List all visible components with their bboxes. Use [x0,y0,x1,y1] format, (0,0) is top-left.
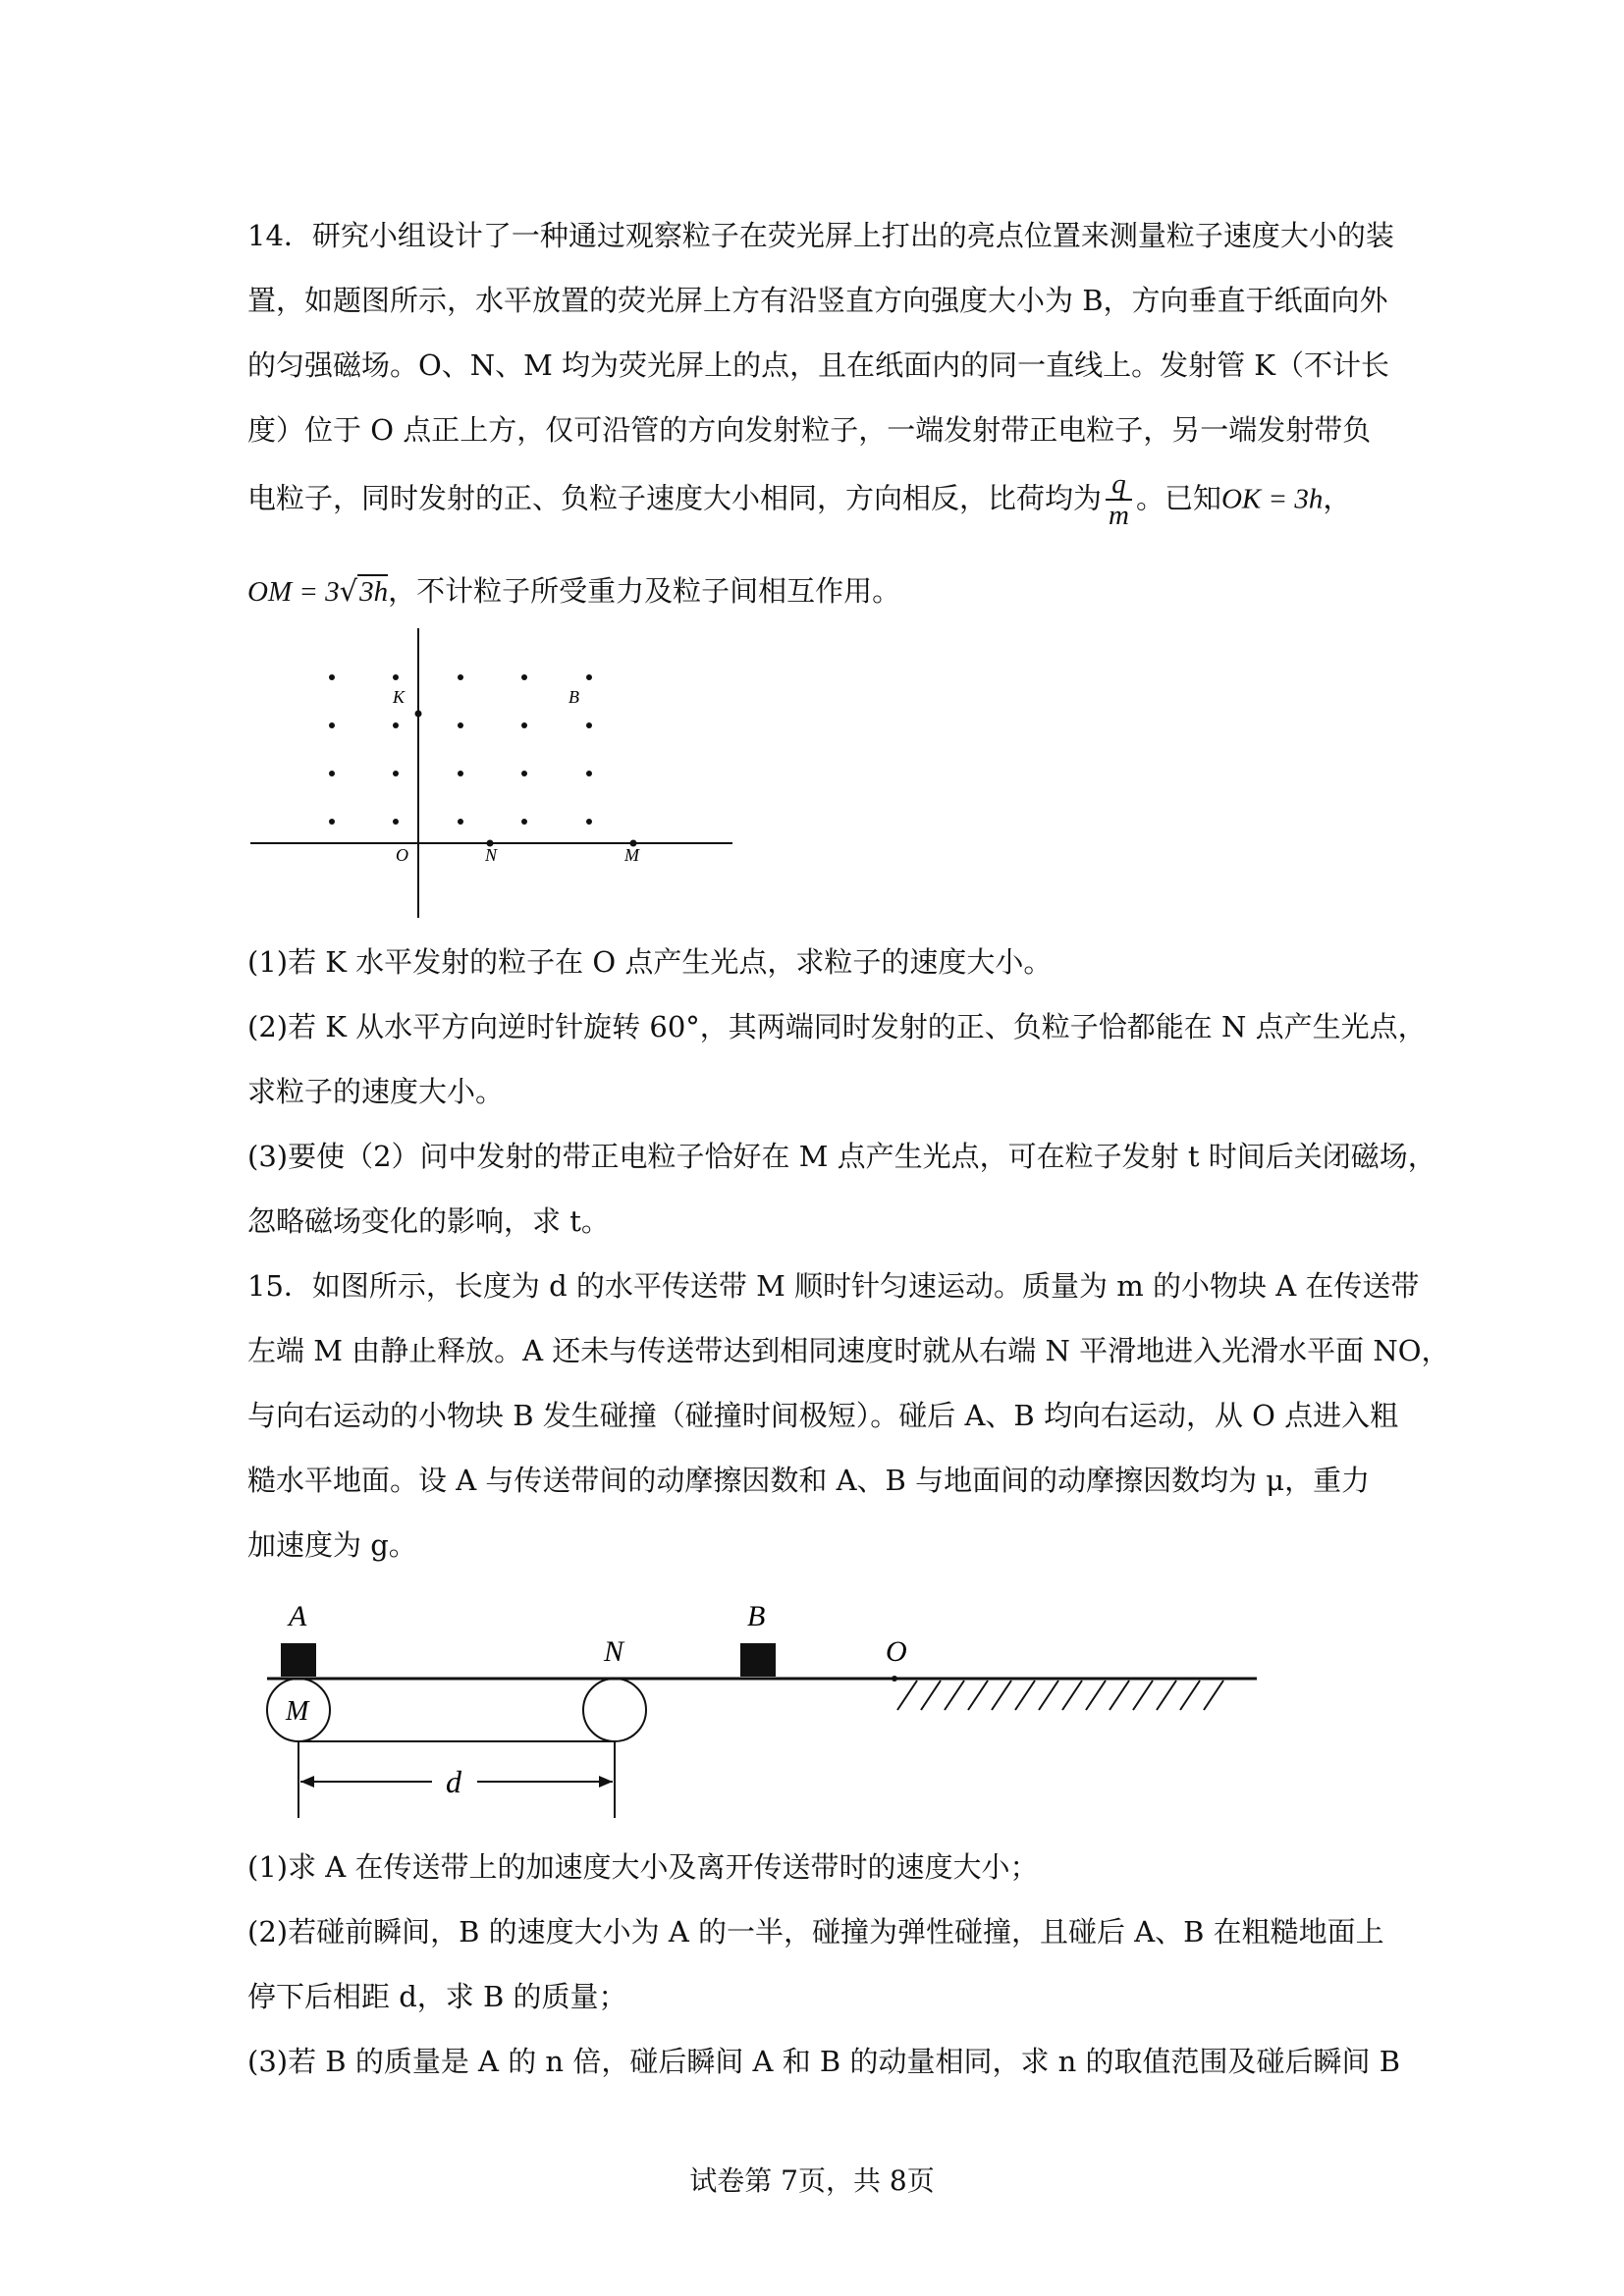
field-dot [393,819,399,825]
q15-sub-3: (3)若 B 的质量是 A 的 n 倍，碰后瞬间 A 和 B 的动量相同，求 n 的取值范围及碰后瞬间 B [247,2045,1401,2078]
q14-line-2: 置，如题图所示，水平放置的荧光屏上方有沿竖直方向强度大小为 B，方向垂直于纸面向外 [247,284,1388,317]
field-dot [329,722,335,728]
magnetic-field-figure [245,628,746,923]
q15-line-5: 加速度为 g。 [247,1528,417,1562]
field-dot [329,819,335,825]
field-dot [458,674,463,680]
q14-line-5 [247,469,1351,531]
q14-sub-3a: (3)要使（2）问中发射的带正电粒子恰好在 M 点产生光点，可在粒子发射 t 时间后关闭磁场， [247,1140,1436,1173]
block-a [281,1643,316,1677]
q15-line-4: 糙水平地面。设 A 与传送带间的动摩擦因数和 A、B 与地面间的动摩擦因数均为 μ，重力 [247,1464,1371,1497]
emitter-k-point [415,711,422,718]
q15-line-1: 15．如图所示，长度为 d 的水平传送带 M 顺时针匀速运动。质量为 m 的小物块 A 在传送带 [247,1269,1420,1303]
point-o [892,1676,897,1682]
field-dot [329,674,335,680]
q14-sub-2a: (2)若 K 从水平方向逆时针旋转 60°，其两端同时发射的正、负粒子恰都能在 N 点产生光点， [247,1010,1427,1043]
q14-sub-3b: 忽略磁场变化的影响，求 t。 [247,1204,610,1238]
label-o: O [396,845,408,865]
q14-line-5-tail: 。已知 [1135,481,1221,515]
q15-sub-2b: 停下后相距 d，求 B 的质量； [247,1980,627,2013]
q14-line-4: 度）位于 O 点正上方，仅可沿管的方向发射粒子，一端发射带正电粒子，另一端发射带负 [247,413,1372,447]
label-d: d [446,1764,461,1799]
q14-sub-1: (1)若 K 水平发射的粒子在 O 点产生光点，求粒子的速度大小。 [247,945,1053,979]
field-dot [458,771,463,776]
field-dot [393,722,399,728]
pulley-n [583,1679,646,1741]
charge-mass-ratio [1106,469,1132,531]
label-m: M [286,1696,309,1727]
q15-line-3: 与向右运动的小物块 B 发生碰撞（碰撞时间极短）。碰后 A、B 均向右运动，从 O 点进入粗 [247,1399,1399,1432]
q15-sub-1: (1)求 A 在传送带上的加速度大小及离开传送带时的速度大小； [247,1850,1039,1884]
field-dot [393,674,399,680]
label-b: B [568,687,579,707]
label-n: N [485,845,498,865]
label-o: O [886,1635,907,1668]
q15-sub-2a: (2)若碰前瞬间，B 的速度大小为 A 的一半，碰撞为弹性碰撞，且碰后 A、B 在粗糙地面上 [247,1915,1384,1949]
field-dot [521,674,527,680]
rough-ground-hatching [897,1681,1223,1710]
field-dot [393,771,399,776]
q14-line-6 [247,569,900,610]
field-dot [586,674,592,680]
q14-line-5-end: ， [1323,481,1352,515]
field-dot [458,722,463,728]
q15-line-2: 左端 M 由静止释放。A 还未与传送带达到相同速度时就从右端 N 平滑地进入光滑水平面 NO， [247,1334,1450,1367]
arrow-right-icon [599,1776,613,1788]
field-dot [458,819,463,825]
q14-line-3: 的匀强磁场。O、N、M 均为荧光屏上的点，且在纸面内的同一直线上。发射管 K（不计长 [247,348,1389,382]
field-dot [586,819,592,825]
label-n: N [604,1635,624,1668]
frac-denominator: m [1109,500,1129,532]
field-dot [586,722,592,728]
om-lhs: OM = 3 [247,576,340,608]
field-dot [329,771,335,776]
om-radicand: 3h [359,576,389,608]
q14-line-1: 14．研究小组设计了一种通过观察粒子在荧光屏上打出的亮点位置来测量粒子速度大小的装 [247,219,1394,252]
field-dot [521,722,527,728]
field-dot [521,819,527,825]
q14-sub-2b: 求粒子的速度大小。 [247,1075,505,1108]
frac-numerator: q [1106,469,1132,501]
label-b: B [747,1600,766,1632]
ok-expression: OK = 3h [1220,483,1324,515]
label-k: K [393,687,406,707]
field-dot [521,771,527,776]
q14-line-6-rest: ，不计粒子所受重力及粒子间相互作用。 [388,574,901,608]
label-m: M [624,845,639,865]
sqrt-icon: √ [339,574,358,608]
page-footer: 试卷第 7页，共 8页 [689,2164,935,2197]
label-a: A [289,1600,307,1632]
q14-line-5-text: 电粒子，同时发射的正、负粒子速度大小相同，方向相反，比荷均为 [247,481,1103,515]
arrow-left-icon [300,1776,314,1788]
conveyor-figure [245,1590,1276,1826]
block-b [740,1643,776,1677]
field-dot [586,771,592,776]
